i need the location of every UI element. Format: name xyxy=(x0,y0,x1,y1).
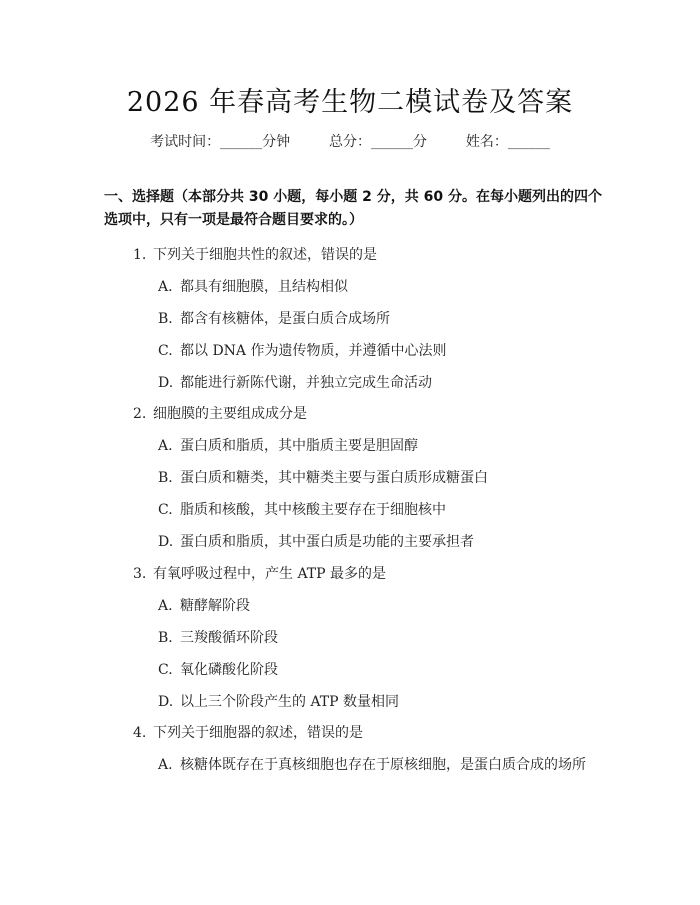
time-blank: ______ xyxy=(220,134,263,150)
option-text: 蛋白质和脂质，其中脂质主要是胆固醇 xyxy=(180,438,418,454)
question-text: 下列关于细胞共性的叙述，错误的是 xyxy=(153,247,377,263)
option-letter: A. xyxy=(158,279,173,295)
option-letter: A. xyxy=(158,757,173,773)
question-text: 有氧呼吸过程中，产生 ATP 最多的是 xyxy=(153,566,387,582)
option xyxy=(158,659,278,679)
option-letter: C. xyxy=(158,343,173,359)
option-text: 都具有细胞膜，且结构相似 xyxy=(180,279,348,295)
option-text: 糖酵解阶段 xyxy=(180,598,250,614)
option xyxy=(158,467,488,487)
option xyxy=(158,372,432,392)
option xyxy=(158,308,390,328)
question xyxy=(133,722,363,742)
option-text: 都以 DNA 作为遗传物质，并遵循中心法则 xyxy=(180,343,447,359)
question-number: 3. xyxy=(133,566,147,582)
exam-info-line xyxy=(0,131,700,151)
name-label: 姓名： xyxy=(465,134,508,150)
section-heading: 一、选择题（本部分共 30 小题，每小题 2 分，共 60 分。在每小题列出的四个选项中，只有一项是最符合题目要求的。） xyxy=(104,189,602,228)
option-letter: D. xyxy=(158,694,174,710)
question xyxy=(133,244,377,264)
time-unit: 分钟 xyxy=(262,134,291,150)
option-letter: D. xyxy=(158,375,174,391)
question-text: 下列关于细胞器的叙述，错误的是 xyxy=(153,725,363,741)
option-text: 核糖体既存在于真核细胞也存在于原核细胞，是蛋白质合成的场所 xyxy=(180,757,586,773)
score-unit: 分 xyxy=(413,134,427,150)
option xyxy=(158,595,250,615)
option-text: 都能进行新陈代谢，并独立完成生命活动 xyxy=(180,375,432,391)
option-letter: A. xyxy=(158,438,173,454)
option-text: 氧化磷酸化阶段 xyxy=(180,662,278,678)
score-blank: ______ xyxy=(371,134,413,150)
question xyxy=(133,563,386,583)
question-number: 1. xyxy=(133,247,147,263)
option-text: 脂质和核酸，其中核酸主要存在于细胞核中 xyxy=(180,502,446,518)
option-text: 蛋白质和脂质，其中蛋白质是功能的主要承担者 xyxy=(180,534,474,550)
question xyxy=(133,403,307,423)
page-title: 2026 年春高考生物二模试卷及答案 xyxy=(126,87,574,118)
option-letter: A. xyxy=(158,598,173,614)
option-letter: B. xyxy=(158,311,173,327)
option xyxy=(158,754,586,774)
name-blank: ______ xyxy=(507,134,550,150)
option xyxy=(158,627,278,647)
option-text: 都含有核糖体，是蛋白质合成场所 xyxy=(180,311,390,327)
option-letter: C. xyxy=(158,662,173,678)
option-text: 三羧酸循环阶段 xyxy=(180,630,278,646)
option-text: 以上三个阶段产生的 ATP 数量相同 xyxy=(180,694,400,710)
question-number: 2. xyxy=(133,406,147,422)
time-label: 考试时间： xyxy=(150,134,221,150)
question-number: 4. xyxy=(133,725,147,741)
question-text: 细胞膜的主要组成成分是 xyxy=(153,406,307,422)
option-letter: C. xyxy=(158,502,173,518)
option-letter: B. xyxy=(158,630,173,646)
option xyxy=(158,435,418,455)
option-text: 蛋白质和糖类，其中糖类主要与蛋白质形成糖蛋白 xyxy=(180,470,488,486)
option xyxy=(158,531,474,551)
option-letter: D. xyxy=(158,534,174,550)
option xyxy=(158,691,399,711)
score-label: 总分： xyxy=(329,134,371,150)
option xyxy=(158,499,446,519)
option xyxy=(158,340,446,360)
option xyxy=(158,276,348,296)
option-letter: B. xyxy=(158,470,173,486)
